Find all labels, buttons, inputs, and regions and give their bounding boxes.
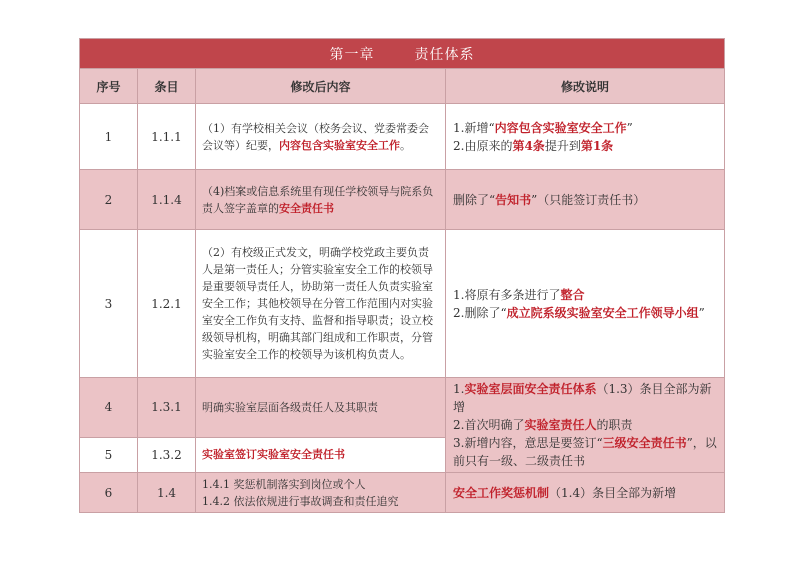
row-item: 1.4 — [138, 473, 196, 513]
row-note: 1.将原有多条进行了整合 2.删除了“成立院系级实验室安全工作领导小组” — [446, 230, 725, 378]
title-row — [80, 39, 725, 69]
row-no: 2 — [80, 170, 138, 230]
row-no: 3 — [80, 230, 138, 378]
table-row — [80, 473, 725, 513]
document-page — [79, 38, 724, 529]
row-item: 1.2.1 — [138, 230, 196, 378]
revision-table — [79, 38, 725, 513]
table-row — [80, 230, 725, 378]
chapter-label: 第一章 — [329, 46, 375, 63]
table-row — [80, 378, 725, 438]
row-no: 5 — [80, 437, 138, 472]
header-item: 条目 — [138, 69, 196, 104]
table-title — [80, 39, 725, 69]
row-item: 1.3.1 — [138, 378, 196, 438]
row-content: 1.4.1 奖惩机制落实到岗位或个人 1.4.2 依法依规进行事故调查和责任追究 — [196, 473, 446, 513]
row-content: （1）有学校相关会议（校务会议、党委常委会会议等）纪要，内容包含实验室安全工作。 — [196, 104, 446, 170]
table-row — [80, 170, 725, 230]
row-note: 1.新增“内容包含实验室安全工作” 2.由原来的第4条提升到第1条 — [446, 104, 725, 170]
row-content: 明确实验室层面各级责任人及其职责 — [196, 378, 446, 438]
row-note: 安全工作奖惩机制（1.4）条目全部为新增 — [446, 473, 725, 513]
row-note: 删除了“告知书”（只能签订责任书） — [446, 170, 725, 230]
row-note-merged: 1.实验室层面安全责任体系（1.3）条目全部为新增 2.首次明确了实验室责任人的职责 3.新增内容，意思是要签订“三级安全责任书”，以前只有一级、二级责任书 — [446, 378, 725, 473]
row-item: 1.1.1 — [138, 104, 196, 170]
row-item: 1.3.2 — [138, 437, 196, 472]
header-content: 修改后内容 — [196, 69, 446, 104]
row-no: 1 — [80, 104, 138, 170]
header-no: 序号 — [80, 69, 138, 104]
row-content: （4)档案或信息系统里有现任学校领导与院系负责人签字盖章的安全责任书 — [196, 170, 446, 230]
header-row — [80, 69, 725, 104]
row-no: 6 — [80, 473, 138, 513]
row-no: 4 — [80, 378, 138, 438]
table-row — [80, 104, 725, 170]
header-note: 修改说明 — [446, 69, 725, 104]
row-content: 实验室签订实验室安全责任书 — [196, 437, 446, 472]
chapter-name: 责任体系 — [414, 46, 475, 63]
row-content: （2）有校级正式发文，明确学校党政主要负责人是第一责任人；分管实验室安全工作的校领导是重要领导责任人，协助第一责任人负责实验室安全工作；其他校领导在分管工作范围内对实验室安全工作负有支持、监督和指导职责；设立校级领导机构，明确其部门组成和工作职责，分管实验室安全工作的校领导为该机构负责人。 — [196, 230, 446, 378]
row-item: 1.1.4 — [138, 170, 196, 230]
